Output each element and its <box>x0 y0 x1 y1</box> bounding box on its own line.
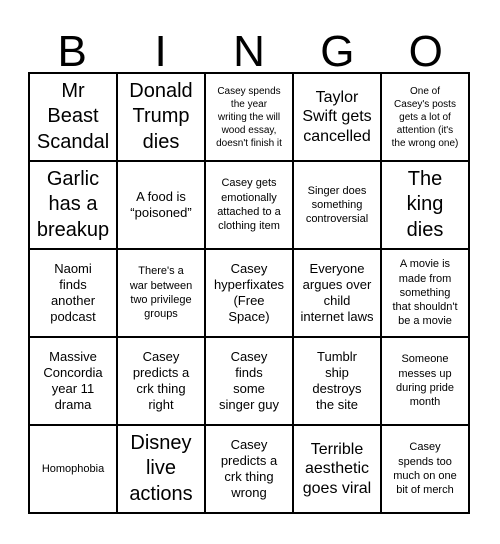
bingo-cell[interactable]: Taylor Swift gets cancelled <box>293 73 381 161</box>
bingo-cell[interactable]: Terrible aesthetic goes viral <box>293 425 381 513</box>
bingo-cell[interactable]: Naomi finds another podcast <box>29 249 117 337</box>
bingo-cell[interactable]: A movie is made from something that shouldn't be a movie <box>381 249 469 337</box>
header-letter-n: N <box>233 27 265 76</box>
bingo-cell free-space[interactable]: Casey hyperfixates (Free Space) <box>205 249 293 337</box>
bingo-cell[interactable]: The king dies <box>381 161 469 249</box>
bingo-cell[interactable]: Someone messes up during pride month <box>381 337 469 425</box>
bingo-cell[interactable]: Disney live actions <box>117 425 205 513</box>
bingo-cell[interactable]: Homophobia <box>29 425 117 513</box>
bingo-cell[interactable]: A food is “poisoned” <box>117 161 205 249</box>
bingo-cell[interactable]: Singer does something controversial <box>293 161 381 249</box>
bingo-header <box>28 27 470 76</box>
header-letter-i: I <box>154 27 167 76</box>
bingo-cell[interactable]: Casey predicts a crk thing wrong <box>205 425 293 513</box>
bingo-cell[interactable]: Casey spends the year writing the will wood essay, doesn't finish it <box>205 73 293 161</box>
header-letter-g: G <box>320 27 355 76</box>
bingo-cell[interactable]: Tumblr ship destroys the site <box>293 337 381 425</box>
bingo-cell[interactable]: Everyone argues over child internet laws <box>293 249 381 337</box>
bingo-board <box>28 72 470 514</box>
bingo-cell[interactable]: Mr Beast Scandal <box>29 73 117 161</box>
bingo-cell[interactable]: Massive Concordia year 11 drama <box>29 337 117 425</box>
bingo-cell[interactable]: Casey gets emotionally attached to a clothing item <box>205 161 293 249</box>
bingo-cell[interactable]: One of Casey's posts gets a lot of attention (it's the wrong one) <box>381 73 469 161</box>
bingo-cell[interactable]: Casey finds some singer guy <box>205 337 293 425</box>
bingo-cell[interactable]: There's a war between two privilege groups <box>117 249 205 337</box>
header-letter-o: O <box>408 27 443 76</box>
bingo-cell[interactable]: Garlic has a breakup <box>29 161 117 249</box>
bingo-cell[interactable]: Casey spends too much on one bit of merch <box>381 425 469 513</box>
bingo-cell[interactable]: Casey predicts a crk thing right <box>117 337 205 425</box>
bingo-cell[interactable]: Donald Trump dies <box>117 73 205 161</box>
header-letter-b: B <box>57 27 87 76</box>
